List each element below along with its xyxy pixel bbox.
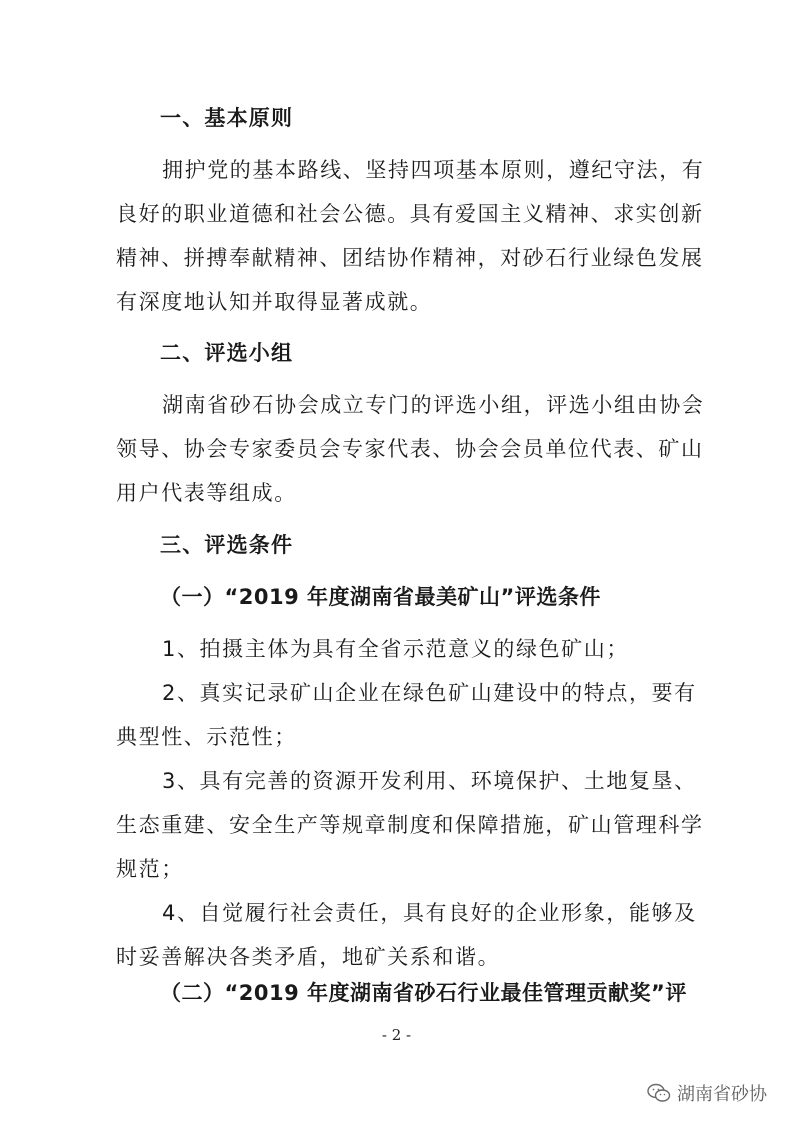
subsection-1-title: （一）“2019 年度湖南省最美矿山”评选条件	[160, 585, 601, 609]
list-item-continuation: 典型性、示范性；	[116, 725, 297, 749]
subsection-2-title: （二）“2019 年度湖南省砂石行业最佳管理贡献奖”评	[160, 981, 687, 1005]
watermark-text: 湖南省砂协	[677, 1084, 767, 1105]
list-item: 3、具有完善的资源开发利用、环境保护、土地复垦、	[162, 769, 697, 793]
paragraph-line: 领导、协会专家委员会专家代表、协会会员单位代表、矿山	[116, 437, 704, 461]
list-item: 1、拍摄主体为具有全省示范意义的绿色矿山；	[162, 637, 629, 661]
list-item-continuation: 生态重建、安全生产等规章制度和保障措施，矿山管理科学	[116, 813, 704, 837]
paragraph-line: 湖南省砂石协会成立专门的评选小组，评选小组由协会	[162, 393, 705, 417]
section-2-title: 二、评选小组	[160, 341, 294, 365]
paragraph-line: 精神、拼搏奉献精神、团结协作精神，对砂石行业绿色发展	[116, 246, 704, 270]
paragraph-line: 用户代表等组成。	[116, 481, 297, 505]
paragraph-line: 拥护党的基本路线、坚持四项基本原则，遵纪守法，有	[162, 158, 705, 182]
paragraph-line: 良好的职业道德和社会公德。具有爱国主义精神、求实创新	[116, 202, 704, 226]
list-item: 4、自觉履行社会责任，具有良好的企业形象，能够及	[162, 901, 697, 925]
page-number: - 2 -	[381, 1026, 412, 1044]
wechat-icon	[647, 1083, 671, 1103]
section-1-title: 一、基本原则	[160, 106, 294, 130]
list-item-continuation: 规范；	[116, 857, 184, 881]
list-item: 2、真实记录矿山企业在绿色矿山建设中的特点，要有	[162, 681, 697, 705]
watermark	[647, 1080, 767, 1106]
paragraph-line: 有深度地认知并取得显著成就。	[116, 290, 433, 314]
list-item-continuation: 时妥善解决各类矛盾，地矿关系和谐。	[116, 945, 501, 969]
section-3-title: 三、评选条件	[160, 533, 294, 557]
